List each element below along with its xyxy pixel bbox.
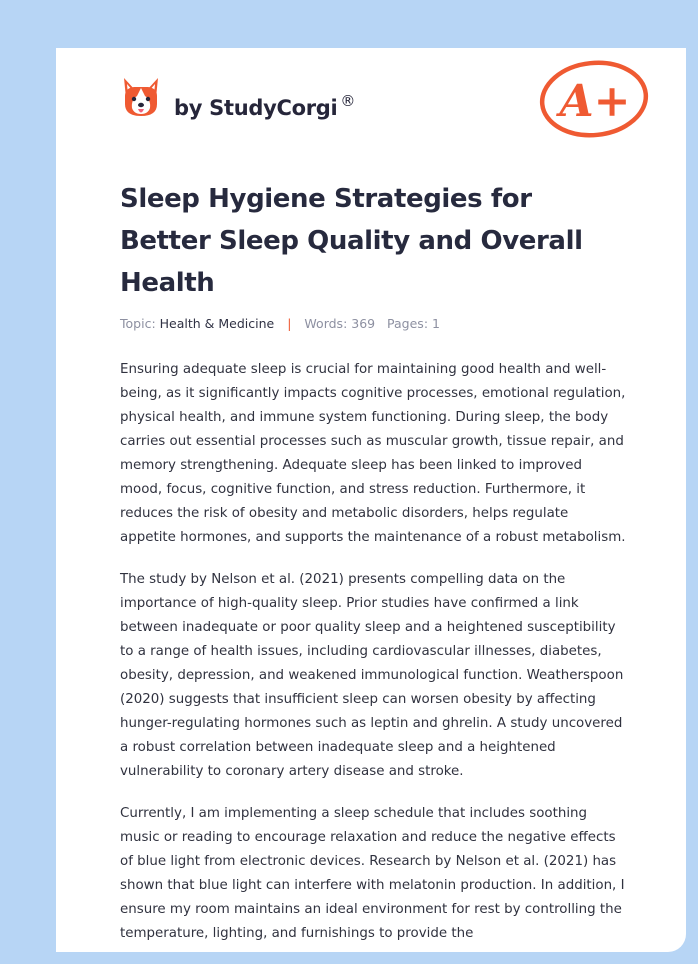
brand-text: by StudyCorgi (174, 96, 338, 120)
paragraph: The study by Nelson et al. (2021) presents compelling data on the importance of high-quality sleep. Prior studies have confirmed a link between inadequate or poor quality sleep and a heightened susceptibility to a range of health issues, including cardiovascular illnesses, diabetes, obesity, depression, and weakened immunological function. Weatherspoon (2020) suggests that insufficient sleep can worsen obesity by affecting hunger-regulating hormones such as leptin and ghrelin. A study uncovered a robust correlation between inadequate sleep and a heightened vulnerability to coronary artery disease and stroke. (120, 572, 624, 779)
words-label: Words: (304, 316, 348, 331)
article (120, 178, 628, 952)
topic-link[interactable]: Health & Medicine (159, 316, 275, 331)
page-title: Sleep Hygiene Strategies for Better Sleep Quality and Overall Health (120, 184, 583, 298)
corgi-logo-icon (120, 76, 162, 120)
words-value: 369 (351, 316, 376, 331)
document-page (56, 48, 686, 952)
grade-label: A+ (559, 76, 631, 127)
paragraph: Currently, I am implementing a sleep schedule that includes soothing music or reading to encourage relaxation and reduce the negative effects of blue light from electronic devices. Research by Nelson et al. (2021) has shown that blue light can interfere with melatonin production. In addition, I ensure my room maintains an ideal environment for rest by controlling the temperature, lighting, and furnishings to provide the (120, 806, 625, 941)
page-header (56, 48, 686, 168)
article-meta (120, 316, 628, 331)
grade-stamp-icon (538, 58, 650, 140)
meta-separator: | (287, 316, 292, 331)
topic-label: Topic: (120, 316, 156, 331)
article-body (120, 358, 628, 946)
registered-mark: ® (340, 92, 356, 110)
paragraph: Ensuring adequate sleep is crucial for maintaining good health and well-being, as it significantly impacts cognitive processes, emotional regulation, physical health, and immune system functioning. During sleep, the body carries out essential processes such as muscular growth, tissue repair, and memory strengthening. Adequate sleep has been linked to improved mood, focus, cognitive function, and stress reduction. Furthermore, it reduces the risk of obesity and metabolic disorders, helps regulate appetite hormones, and supports the maintenance of a robust metabolism. (120, 362, 626, 545)
brand-name (174, 92, 355, 120)
pages-value: 1 (432, 316, 440, 331)
pages-label: Pages: (387, 316, 429, 331)
